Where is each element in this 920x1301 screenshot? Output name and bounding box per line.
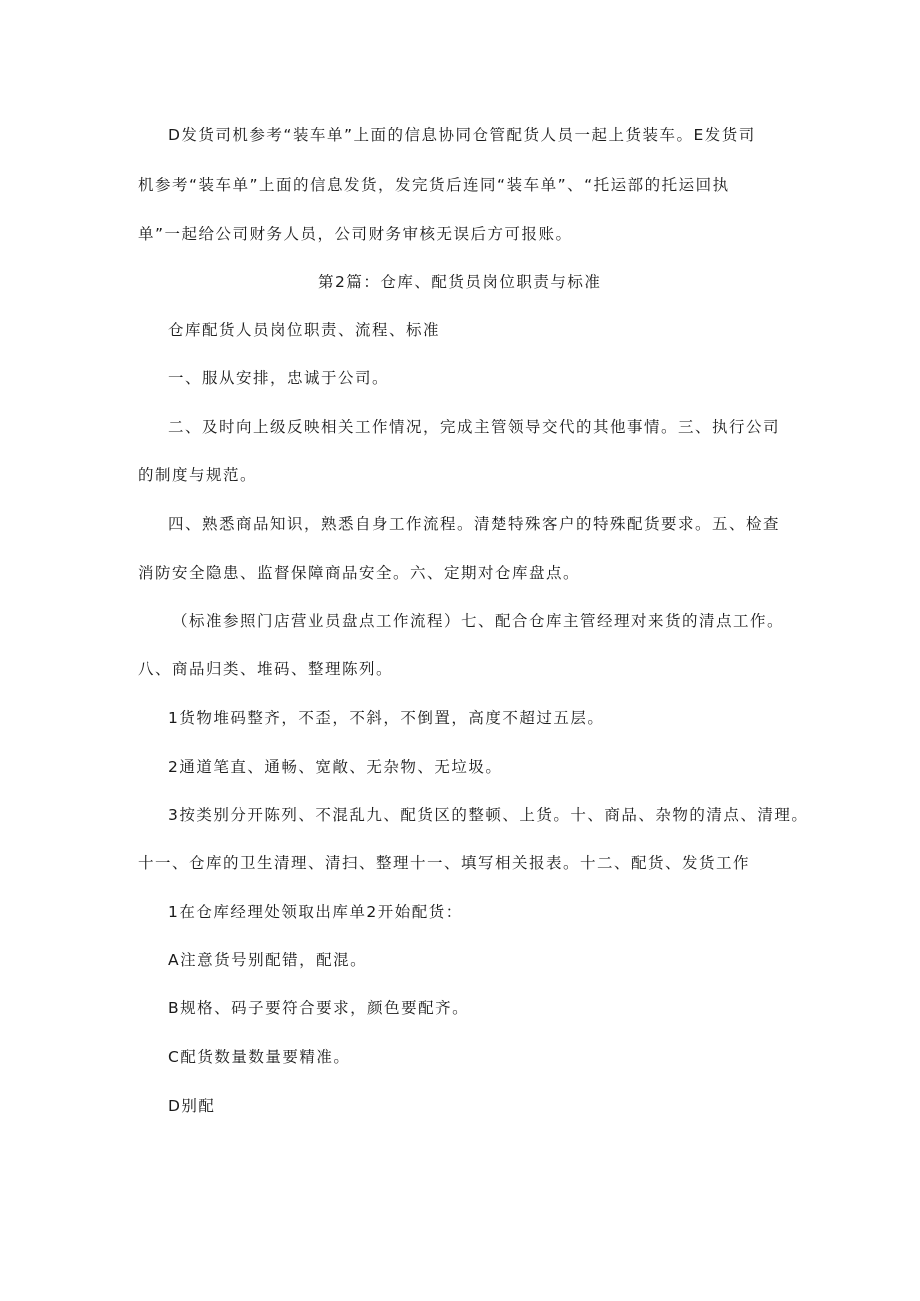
sub-item: 1货物堆码整齐，不歪，不斜，不倒置，高度不超过五层。	[168, 709, 605, 727]
subtitle: 仓库配货人员岗位职责、流程、标准	[168, 321, 441, 339]
paragraph-line: D发货司机参考“装车单”上面的信息协同仓管配货人员一起上货装车。E发货司	[168, 126, 756, 144]
step-item: 1在仓库经理处领取出库单2开始配货：	[168, 903, 463, 921]
sub-item-continuation: 十一、仓库的卫生清理、清扫、整理十一、填写相关报表。十二、配货、发货工作	[138, 854, 751, 872]
list-item-continuation: 八、商品归类、堆码、整理陈列。	[138, 660, 394, 678]
step-item: C配货数量数量要精准。	[168, 1048, 351, 1066]
paragraph-line: 机参考“装车单”上面的信息发货，发完货后连同“装车单”、“托运部的托运回执	[138, 176, 730, 194]
step-item: B规格、码子要符合要求，颜色要配齐。	[168, 999, 470, 1017]
sub-item: 2通道笔直、通畅、宽敞、无杂物、无垃圾。	[168, 758, 503, 776]
step-item: A注意货号别配错，配混。	[168, 951, 368, 969]
list-item: 二、及时向上级反映相关工作情况，完成主管领导交代的其他事情。三、执行公司	[168, 418, 781, 436]
list-item-continuation: 消防安全隐患、监督保障商品安全。六、定期对仓库盘点。	[138, 564, 581, 582]
list-item: （标准参照门店营业员盘点工作流程）七、配合仓库主管经理对来货的清点工作。	[172, 612, 785, 630]
list-item: 一、服从安排，忠诚于公司。	[168, 369, 390, 387]
sub-item: 3按类别分开陈列、不混乱九、配货区的整顿、上货。十、商品、杂物的清点、清理。	[168, 806, 809, 824]
step-item: D别配	[168, 1097, 216, 1115]
list-item-continuation: 的制度与规范。	[138, 466, 258, 484]
paragraph-line: 单”一起给公司财务人员，公司财务审核无误后方可报账。	[138, 225, 573, 243]
section-title: 第2篇：仓库、配货员岗位职责与标准	[318, 273, 602, 291]
list-item: 四、熟悉商品知识，熟悉自身工作流程。清楚特殊客户的特殊配货要求。五、检查	[168, 515, 781, 533]
